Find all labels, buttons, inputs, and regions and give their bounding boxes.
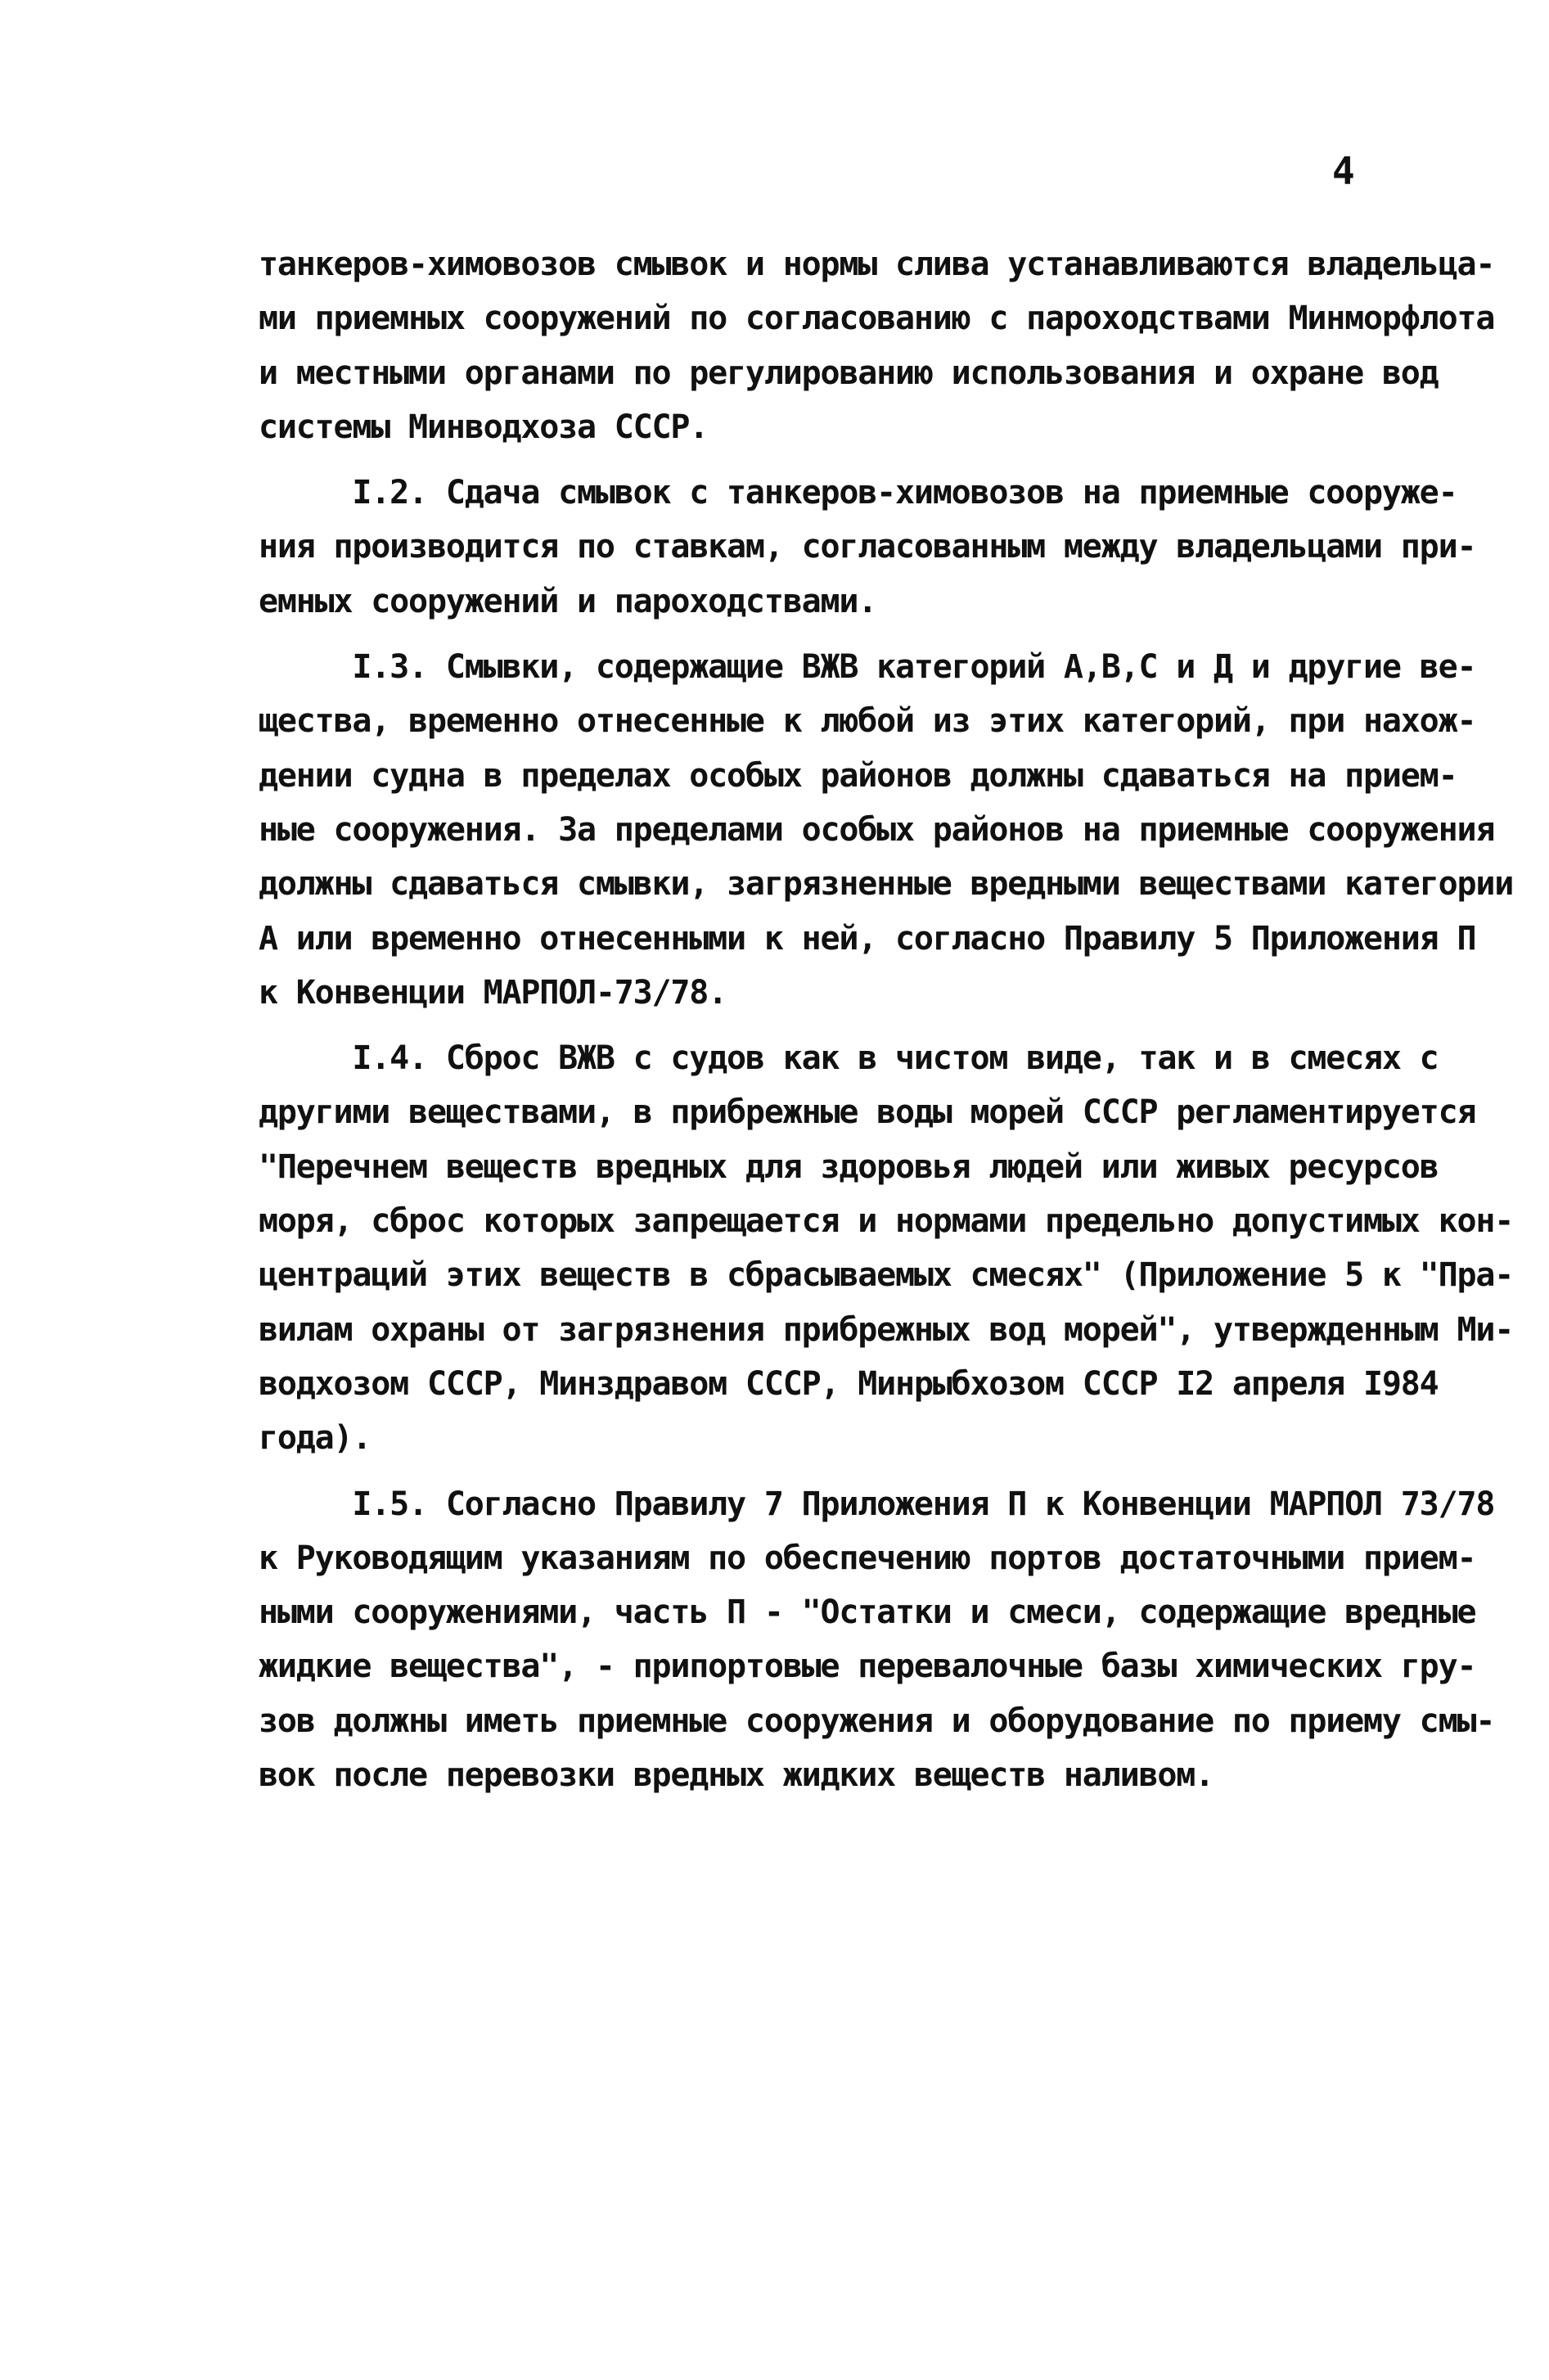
text-line: "Перечнем веществ вредных для здоровья людей или живых ресурсов [259,1147,1439,1186]
text-line: емных сооружений и пароходствами. [259,582,877,620]
document-body [259,237,1514,1802]
paragraph-gap [259,629,1437,640]
paragraph-intro [259,237,1495,454]
text-line: А или временно отнесенными к ней, согласно Правилу 5 Приложения П [259,919,1476,958]
text-line: ми приемных сооружений по согласованию с пароходствами Минморфлота [259,300,1495,338]
text-line: водхозом СССР, Минздравом СССР, Минрыбхозом СССР I2 апреля I984 [259,1364,1439,1403]
text-line: к Руководящим указаниям по обеспечению портов достаточными прием- [259,1539,1476,1577]
text-line: зов должны иметь приемные сооружения и оборудование по приему смы- [259,1702,1495,1740]
text-line: I.2. Сдача смывок с танкеров-химовозов на приемные сооруже- [259,474,1457,512]
text-line: системы Минводхоза СССР. [259,408,709,446]
text-line: ные сооружения. За пределами особых районов на приемные сооружения [259,810,1495,849]
text-line: моря, сброс которых запрещается и нормами предельно допустимых кон- [259,1202,1514,1241]
paragraph-p1-4 [259,1031,1514,1465]
text-line: должны сдаваться смывки, загрязненные вредными веществами категории [259,865,1514,904]
text-line: ния производится по ставкам, согласованным между владельцами при- [259,528,1476,566]
text-line: центраций этих веществ в сбрасываемых смесях" (Приложение 5 к "Пра- [259,1256,1514,1295]
text-line: танкеров-химовозов смывок и нормы слива устанавливаются владельца- [259,246,1495,283]
paragraph-gap [259,1466,1437,1477]
text-line: I.3. Смывки, содержащие ВЖВ категорий А,В,С и Д и другие ве- [259,648,1476,687]
text-line: I.4. Сброс ВЖВ с судов как в чистом виде, так и в смесях с [259,1039,1439,1078]
paragraph-p1-5 [259,1477,1495,1803]
text-line: ными сооружениями, часть П - "Остатки и смеси, содержащие вредные [259,1593,1476,1632]
text-line: I.5. Согласно Правилу 7 Приложения П к Конвенции МАРПОЛ 73/78 [259,1485,1495,1523]
text-line: другими веществами, в прибрежные воды морей СССР регламентируется [259,1093,1476,1132]
text-line: к Конвенции МАРПОЛ-73/78. [259,973,727,1012]
text-line: жидкие вещества", - припортовые перевалочные базы химических гру- [259,1648,1476,1686]
text-line: и местными органами по регулированию использования и охране вод [259,354,1439,392]
paragraph-gap [259,1020,1437,1031]
paragraph-p1-2 [259,466,1476,629]
text-line: года). [259,1419,371,1458]
text-line: щества, временно отнесенные к любой из этих категорий, при нахож- [259,702,1476,741]
paragraph-p1-3 [259,640,1514,1020]
paragraph-gap [259,454,1437,466]
text-line: вок после перевозки вредных жидких веществ наливом. [259,1756,1214,1795]
text-line: вилам охраны от загрязнения прибрежных вод морей", утвержденным Ми- [259,1310,1514,1349]
text-line: дении судна в пределах особых районов должны сдаваться на прием- [259,756,1457,795]
page-number: 4 [1332,149,1355,193]
